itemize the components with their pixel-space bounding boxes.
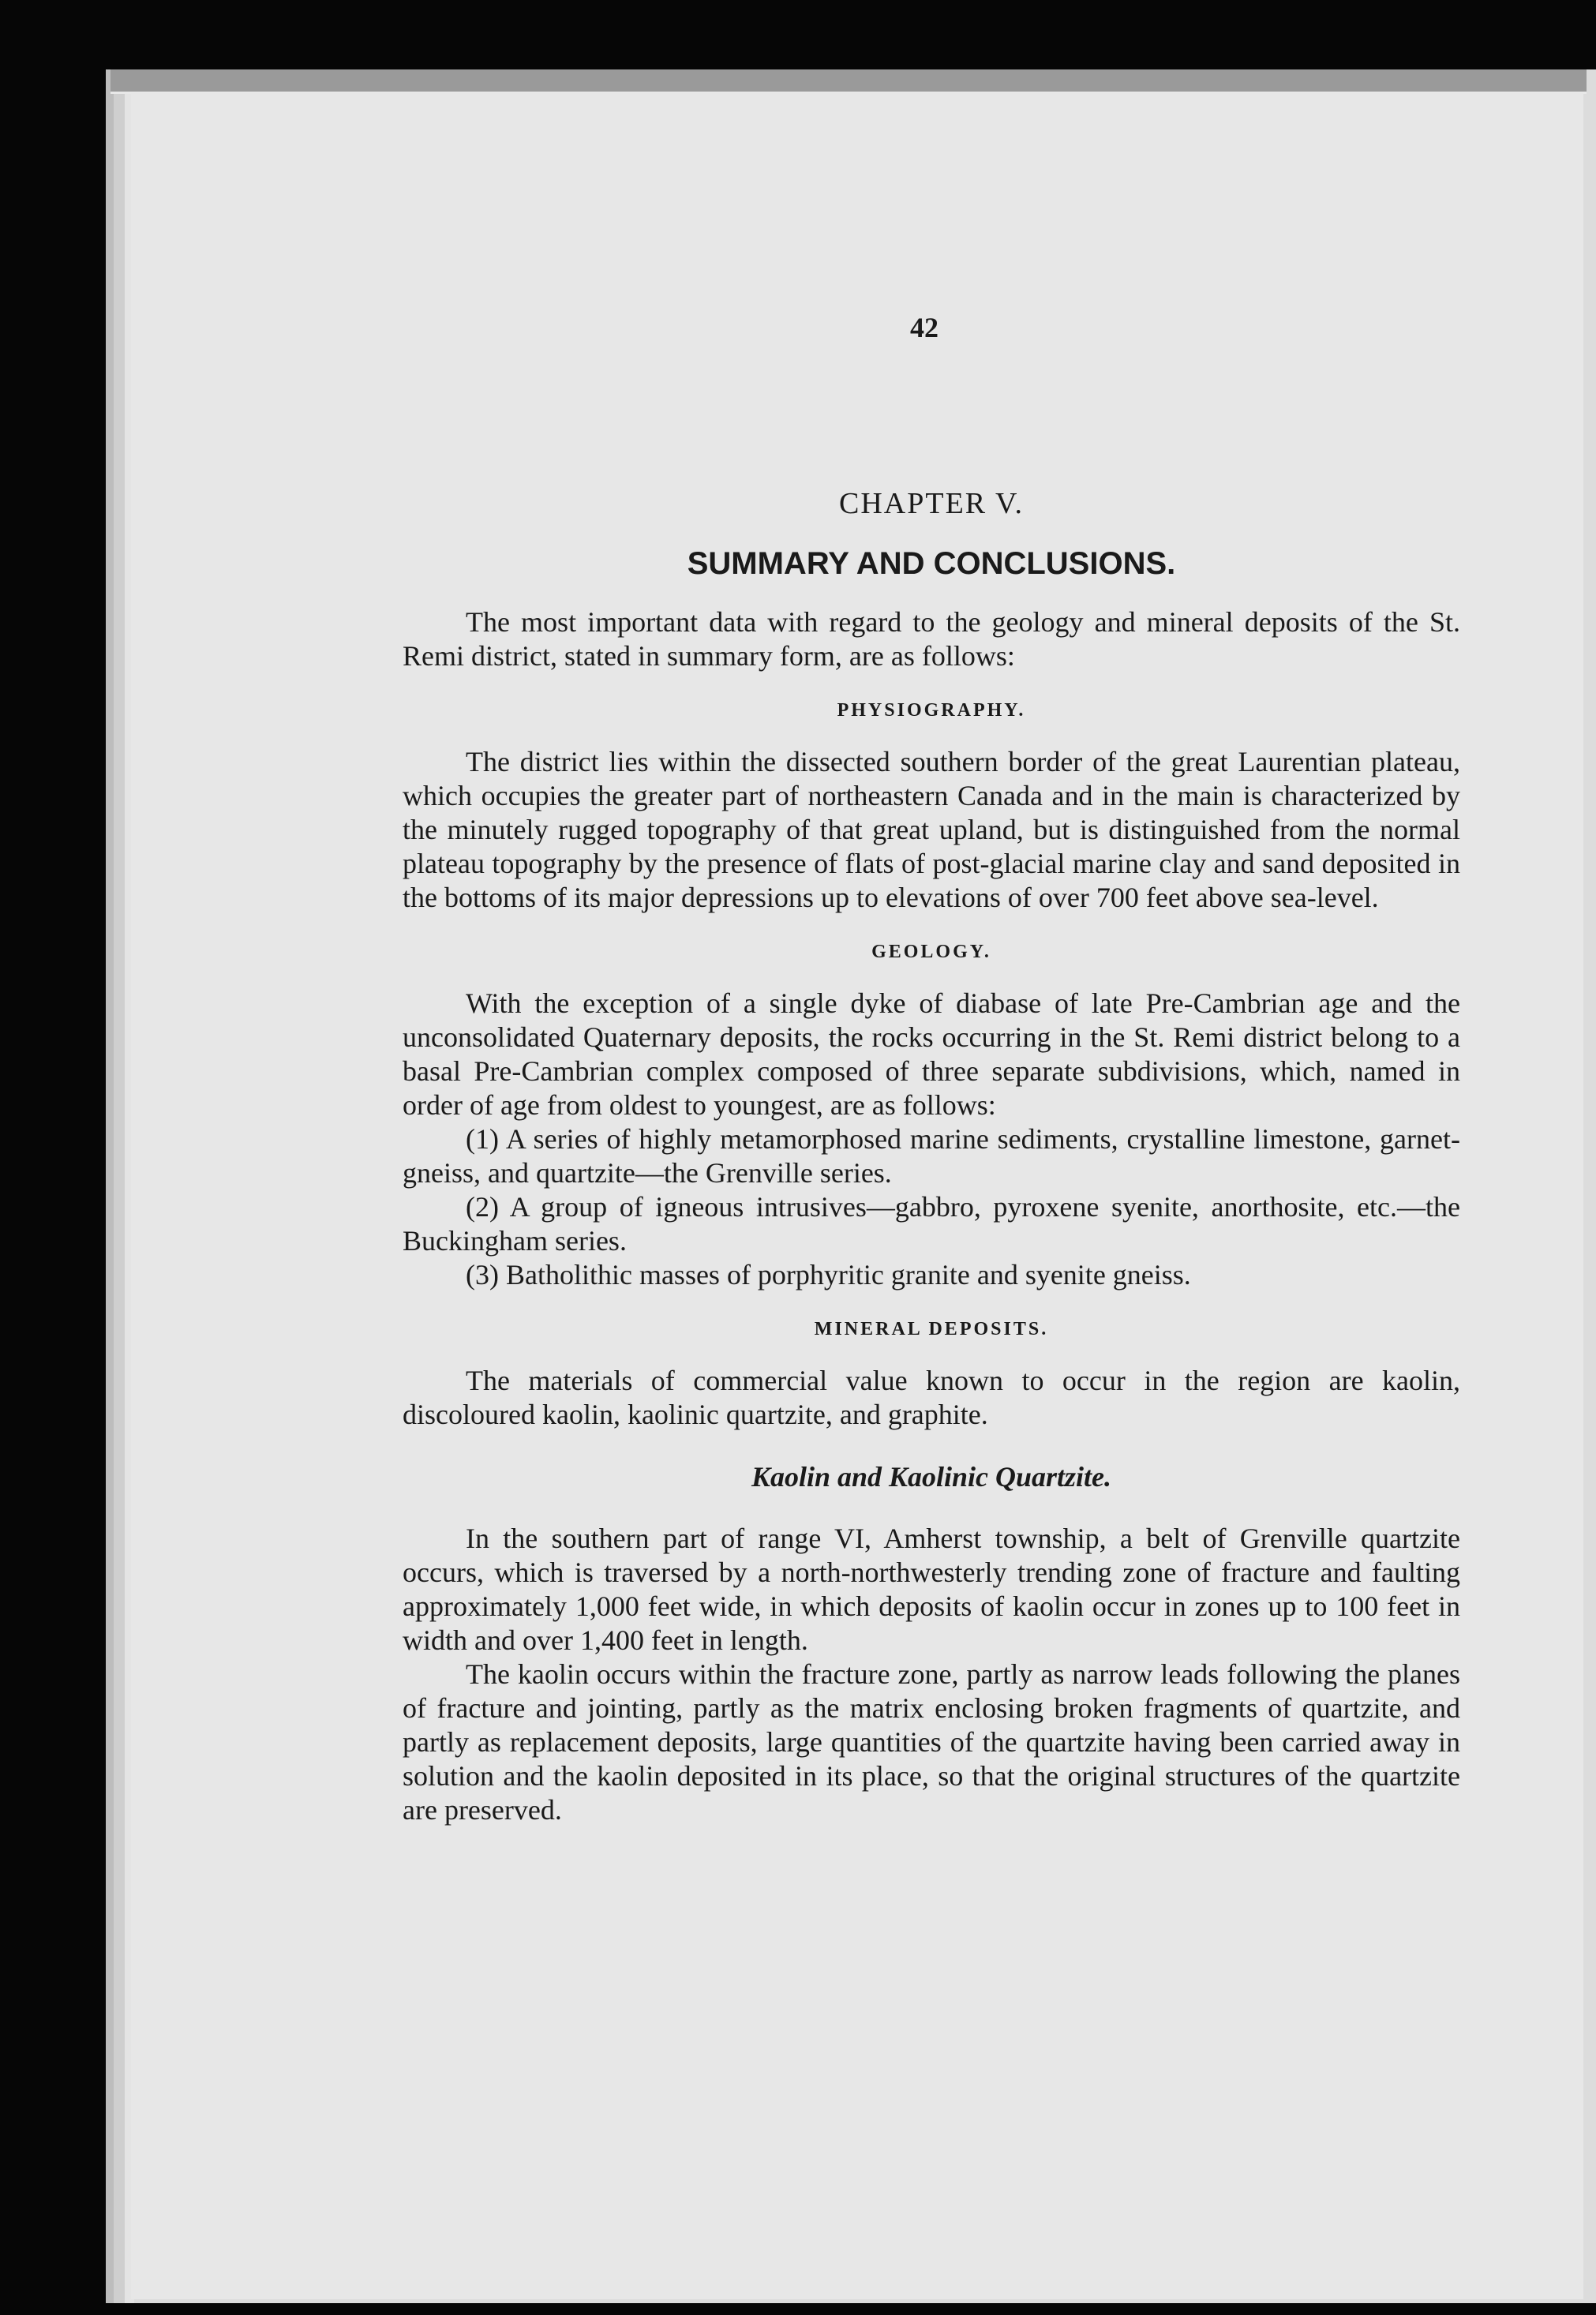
mineral-deposits-paragraph: The materials of commercial value known to occur in the region are kaolin, discoloured kaolin, kaolinic quartzite, and graphite.: [403, 1365, 1460, 1430]
geology-item-3: (3) Batholithic masses of porphyritic granite and syenite gneiss.: [466, 1259, 1191, 1290]
section-heading-mineral-deposits: MINERAL DEPOSITS.: [814, 1319, 1049, 1339]
page-number: 42: [910, 312, 938, 343]
physiography-paragraph: The district lies within the dissected southern border of the great Laurentian plateau, which occupies the greater part of northeastern Canada and in the main is characterized by the minutely rugged topography of that great upland, but is distinguished from the normal plateau topography by the presence of flats of post-glacial marine clay and sand deposited in the bottoms of its major depressions up to elevations of over 700 feet above sea-level.: [403, 746, 1460, 913]
intro-paragraph: The most important data with regard to the geology and mineral deposits of the St. Remi district, stated in summary form, are as follows:: [403, 606, 1460, 672]
kaolin-paragraph-1: In the southern part of range VI, Amherst township, a belt of Grenville quartzite occurs, which is traversed by a north-northwesterly trending zone of fracture and faulting approximately 1,000 feet wide, in which deposits of kaolin occur in zones up to 100 feet in width and over 1,400 feet in length.: [403, 1523, 1460, 1656]
subsection-heading-kaolin: Kaolin and Kaolinic Quartzite.: [751, 1461, 1112, 1493]
geology-paragraph: With the exception of a single dyke of diabase of late Pre-Cambrian age and the unconsolidated Quaternary deposits, the rocks occurring in the St. Remi district belong to a basal Pre-Cambrian complex composed of three separate subdivisions, which, named in order of age from oldest to youngest, are as follows:: [403, 987, 1460, 1121]
page-content: [403, 486, 1460, 1827]
geology-item-1: (1) A series of highly metamorphosed marine sediments, crystalline limestone, garnet-gneiss, and quartzite—the Grenville series.: [403, 1123, 1460, 1189]
book-page: [131, 93, 1583, 2299]
chapter-title: SUMMARY AND CONCLUSIONS.: [687, 546, 1176, 581]
geology-item-2: (2) A group of igneous intrusives—gabbro, pyroxene syenite, anorthosite, etc.—the Buckingham series.: [403, 1191, 1460, 1257]
page-top-edge: [111, 69, 1587, 94]
chapter-heading: CHAPTER V.: [839, 487, 1024, 520]
section-heading-geology: GEOLOGY.: [871, 942, 991, 962]
section-heading-physiography: PHYSIOGRAPHY.: [837, 700, 1026, 721]
kaolin-paragraph-2: The kaolin occurs within the fracture zone, partly as narrow leads following the planes of fracture and jointing, partly as the matrix enclosing broken fragments of quartzite, and partly as replacement deposits, large quantities of the quartzite having been carried away in solution and the kaolin deposited in its place, so that the original structures of the quartzite are preserved.: [403, 1658, 1460, 1826]
